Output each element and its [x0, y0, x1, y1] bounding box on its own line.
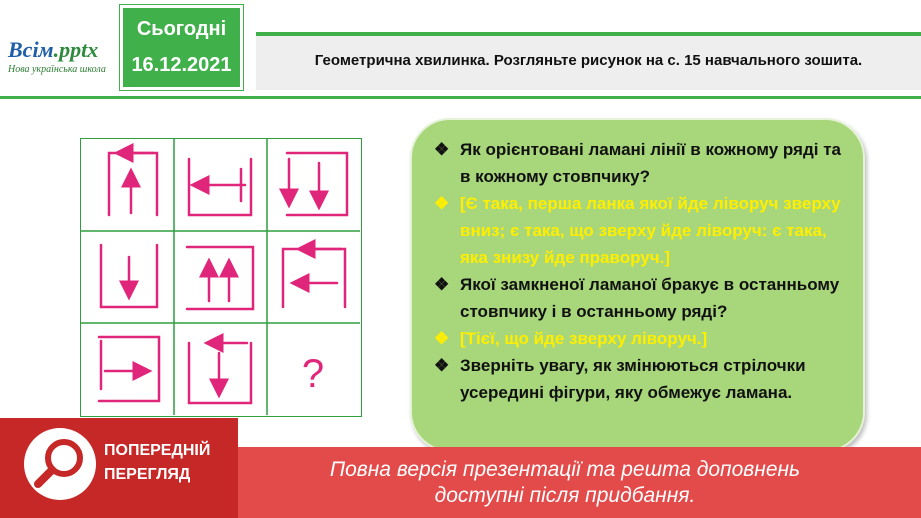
cell-r1c2 [189, 159, 251, 215]
logo-prefix: Всім [8, 37, 54, 62]
question-text: Якої замкненої ламаної бракує в останньому стовпчику і в останньому ряді? [460, 275, 840, 321]
title-strip [256, 32, 921, 90]
date-label: Сьогодні [136, 18, 227, 40]
polyline [187, 247, 253, 309]
diamond-bullet-icon: ❖ [434, 356, 450, 375]
diamond-bullet-icon: ❖ [434, 140, 450, 159]
answer-item [434, 190, 854, 271]
cell-r2c3 [283, 249, 345, 307]
logo-suffix: .pptx [53, 37, 99, 62]
magnifier-icon [24, 428, 96, 500]
question-item [434, 271, 854, 325]
preview-label-line2: ПЕРЕГЛЯД [104, 466, 191, 483]
header [0, 0, 921, 100]
polyline [287, 153, 347, 215]
diamond-bullet-icon: ❖ [434, 275, 450, 294]
header-divider [0, 96, 921, 99]
preview-label-line1: ПОПЕРЕДНІЙ [104, 442, 211, 459]
question-item [434, 352, 854, 406]
logo-main-text [8, 38, 118, 62]
cell-r3c1 [99, 337, 159, 401]
diamond-bullet-icon: ❖ [434, 194, 450, 213]
puzzle-grid [80, 138, 362, 417]
diamond-bullet-icon: ❖ [434, 329, 450, 348]
cell-r2c2 [187, 247, 253, 309]
question-item [434, 136, 854, 190]
date-value: 16.12.2021 [131, 54, 232, 76]
questions-list [434, 136, 854, 406]
puzzle-grid-drawing [81, 139, 360, 415]
question-mark: ? [301, 352, 325, 396]
questions-panel [410, 118, 865, 452]
slide-title: Геометрична хвилинка. Розгляньте рисунок на с. 15 навчального зошита. [314, 52, 863, 69]
question-text: Зверніть увагу, як змінюються стрілочки усередині фігури, яку обмежує ламана. [460, 356, 806, 402]
question-text: Як орієнтовані ламані лінії в кожному ряді та в кожному стовпчику? [460, 140, 841, 186]
purchase-banner-text-line2: доступні після придбання. [434, 484, 696, 507]
purchase-banner-text-line1: Повна версія презентації та решта доповнень [329, 458, 801, 481]
cell-r2c1 [101, 245, 157, 307]
polyline [109, 153, 157, 215]
preview-badge[interactable] [0, 418, 238, 518]
logo [8, 38, 118, 82]
answer-text: [Є така, перша ланка якої йде ліворуч зверху вниз; є така, що зверху йде ліворуч: є така, яка знизу йде праворуч.] [460, 194, 841, 267]
cell-r3c2 [189, 343, 251, 403]
logo-subtitle: Нова українська школа [8, 64, 106, 75]
answer-text: [Тієї, що йде зверху ліворуч.] [460, 329, 708, 348]
answer-item [434, 325, 854, 352]
date-box [120, 5, 243, 90]
title-strip-accent-line [256, 32, 921, 36]
polyline [283, 249, 345, 307]
cell-r1c3 [287, 153, 347, 215]
polyline [99, 337, 159, 401]
cell-r1c1 [109, 153, 157, 215]
